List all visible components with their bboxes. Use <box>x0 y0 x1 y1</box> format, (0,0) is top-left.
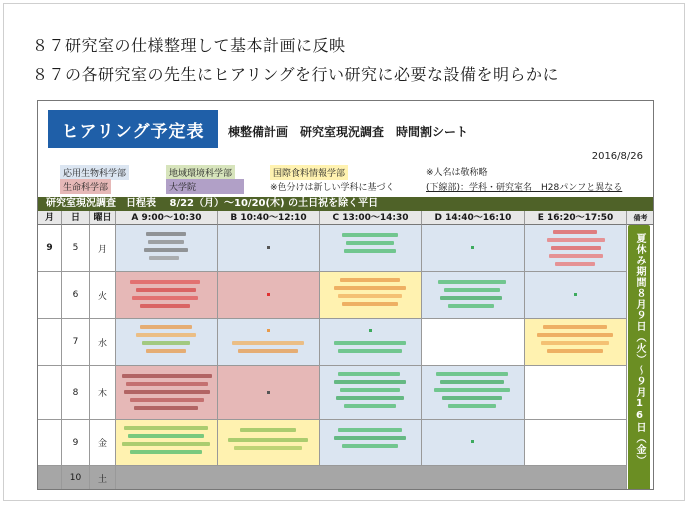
col-header-day: 日 <box>62 211 90 225</box>
slot-cell[interactable] <box>422 225 525 272</box>
slot-cell[interactable] <box>320 420 422 466</box>
legend-item: 応用生物科学部 <box>60 165 129 180</box>
weekday-cell: 月 <box>90 225 116 272</box>
schedule-grid <box>38 211 654 490</box>
weekday-cell: 水 <box>90 319 116 366</box>
slot-cell[interactable] <box>116 225 218 272</box>
legend-item: 大学院 <box>166 179 244 194</box>
month-cell: 9 <box>38 225 62 272</box>
slot-cell[interactable] <box>422 319 525 366</box>
slot-cell[interactable] <box>218 366 320 420</box>
weekday-cell: 金 <box>90 420 116 466</box>
weekday-cell: 土 <box>90 466 116 490</box>
schedule-header: 研究室現況調査 日程表 8/22（月）～10/20(木) の土日祝を除く平日 <box>38 197 654 211</box>
legend-item: 国際食料情報学部 <box>270 165 348 180</box>
day-cell: 7 <box>62 319 90 366</box>
slot-cell[interactable] <box>422 366 525 420</box>
slot-cell[interactable] <box>320 272 422 319</box>
col-header-d: D 14:40～16:10 <box>422 211 525 225</box>
slot-cell[interactable] <box>218 420 320 466</box>
legend-item: 地域環境科学部 <box>166 165 235 180</box>
sheet-date: 2016/8/26 <box>591 151 643 162</box>
day-cell: 8 <box>62 366 90 420</box>
heading-line-1: ８７研究室の仕様整理して基本計画に反映 <box>32 36 346 55</box>
note-underline: (下線部)：学科・研究室名 H28パンフと異なる <box>426 183 623 193</box>
slot-cell[interactable] <box>218 319 320 366</box>
slot-cell[interactable] <box>116 319 218 366</box>
slot-cell[interactable] <box>116 272 218 319</box>
slot-cell[interactable] <box>525 420 627 466</box>
slot-cell[interactable] <box>525 319 627 366</box>
vacation-note <box>628 225 650 490</box>
col-header-remarks: 備考 <box>627 211 654 225</box>
col-header-c: C 13:00～14:30 <box>320 211 422 225</box>
month-cell <box>38 272 62 319</box>
slot-cell[interactable] <box>525 225 627 272</box>
sheet-banner: ヒアリング予定表 <box>48 110 218 148</box>
month-cell <box>38 420 62 466</box>
slot-cell[interactable] <box>116 366 218 420</box>
weekday-cell: 火 <box>90 272 116 319</box>
note-honorifics: ※人名は敬称略 <box>426 168 488 178</box>
slot-cell[interactable] <box>320 319 422 366</box>
slot-cell[interactable] <box>422 272 525 319</box>
slot-cell[interactable] <box>218 272 320 319</box>
col-header-e: E 16:20～17:50 <box>525 211 627 225</box>
legend-item: 生命科学部 <box>60 179 111 194</box>
month-cell <box>38 319 62 366</box>
col-header-month: 月 <box>38 211 62 225</box>
schedule-sheet <box>37 100 654 490</box>
slot-cell[interactable] <box>422 420 525 466</box>
note-color-coding: ※色分けは新しい学科に基づく <box>270 183 395 193</box>
slot-cell[interactable] <box>525 272 627 319</box>
day-cell: 10 <box>62 466 90 490</box>
slot-cell[interactable] <box>116 420 218 466</box>
slot-cell[interactable] <box>525 366 627 420</box>
month-cell <box>38 466 62 490</box>
col-header-a: A 9:00～10:30 <box>116 211 218 225</box>
col-header-weekday: 曜日 <box>90 211 116 225</box>
day-cell: 5 <box>62 225 90 272</box>
weekend-row <box>116 466 627 490</box>
sheet-title: 棟整備計画 研究室現況調査 時間割シート <box>228 125 469 139</box>
slot-cell[interactable] <box>320 225 422 272</box>
day-cell: 9 <box>62 420 90 466</box>
heading-line-2: ８７の各研究室の先生にヒアリングを行い研究に必要な設備を明らかに <box>32 65 560 84</box>
slot-cell[interactable] <box>218 225 320 272</box>
col-header-b: B 10:40～12:10 <box>218 211 320 225</box>
vacation-text: 夏休み期間８月９日（火）～９月16日（金） <box>634 233 645 466</box>
day-cell: 6 <box>62 272 90 319</box>
weekday-cell: 木 <box>90 366 116 420</box>
slot-cell[interactable] <box>320 366 422 420</box>
month-cell <box>38 366 62 420</box>
